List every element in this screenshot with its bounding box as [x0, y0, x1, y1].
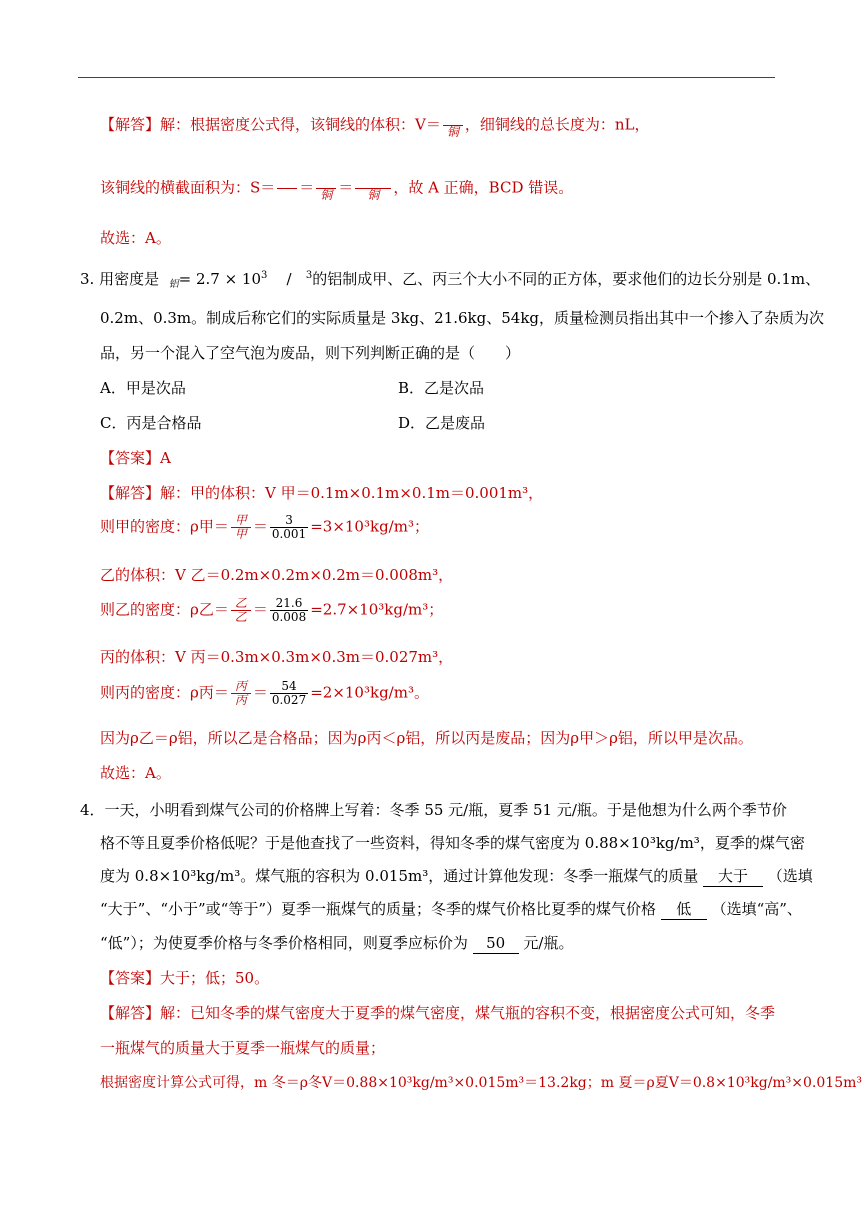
q3-answer: 【答案】A	[100, 449, 171, 467]
q3-solution-line3: 乙的体积：V 乙＝0.2m×0.2m×0.2m＝0.008m³，	[100, 566, 454, 584]
q4-blank2: 低	[661, 899, 707, 920]
q3-solution-line2: 则甲的密度：ρ甲＝ $\frac{\text{甲}}{\text{甲}}$ ＝ $\frac{3}{0.001}$ =3×10³kg/m³；	[100, 513, 429, 541]
q4-stem-line3: 度为 0.8×10³kg/m³。煤气瓶的容积为 0.015m³，通过计算他发现：冬季一瓶煤气的质量 大于 （选填	[100, 867, 813, 885]
q4-stem-line1: 4．一天，小明看到煤气公司的价格牌上写着：冬季 55 元/瓶，夏季 51 元/瓶。于是他想为什么两个季节价	[80, 801, 787, 819]
q3-option-d: D．乙是废品	[398, 414, 486, 432]
q4-stem-line2: 格不等且夏季价格低呢？于是他查找了一些资料，得知冬季的煤气密度为 0.88×10³kg/m³，夏季的煤气密	[100, 834, 805, 852]
q2-solution-line1: 【解答】解：根据密度公式得，该铜线的体积：V＝ 铜 ，细铜线的总长度为：nL，	[100, 112, 649, 139]
q3-stem-line2: 0.2m、0.3m。制成后称它们的实际质量是 3kg、21.6kg、54kg，质量检测员指出其中一个掺入了杂质为次	[100, 309, 825, 327]
q4-answer: 【答案】大于；低；50。	[100, 969, 270, 987]
q4-solution-line2: 一瓶煤气的质量大于夏季一瓶煤气的质量；	[100, 1039, 386, 1057]
q2-choose: 故选：A。	[100, 229, 171, 247]
q3-solution-line7: 因为ρ乙＝ρ铝，所以乙是合格品；因为ρ丙＜ρ铝，所以丙是废品；因为ρ甲＞ρ铝，所以甲是次品。	[100, 729, 753, 747]
q4-stem-line4: “大于”、“小于”或“等于”）夏季一瓶煤气的质量；冬季的煤气价格比夏季的煤气价格 低 （选填“高”、	[100, 900, 802, 918]
q3-stem-line3: 品，另一个混入了空气泡为废品，则下列判断正确的是（ ）	[100, 344, 521, 362]
q3-choose: 故选：A。	[100, 764, 171, 782]
q3-option-a: A．甲是次品	[100, 379, 186, 397]
q4-stem-line5: “低”）；为使夏季价格与冬季价格相同，则夏季应标价为 50 元/瓶。	[100, 934, 574, 952]
q4-solution-line1: 【解答】解：已知冬季的煤气密度大于夏季的煤气密度，煤气瓶的容积不变，根据密度公式可知，冬季	[100, 1004, 776, 1022]
q3-solution-line4: 则乙的密度：ρ乙＝ $\frac{\text{乙}}{\text{乙}}$ ＝ $\frac{21.6}{0.008}$ =2.7×10³kg/m³；	[100, 596, 444, 624]
q3-stem-line1: 3. 用密度是 $_铝= 2.7 \times 10^3$ / $^3$的铝制成甲、乙、丙三个大小不同的正方体，要求他们的边长分别是 0.1m、	[80, 270, 821, 290]
q4-solution-line3: 根据密度计算公式可得，m 冬＝ρ冬V＝0.88×10³kg/m³×0.015m³＝13.2kg；m 夏＝ρ夏V＝0.8×10³kg/m³×0.015m³	[100, 1075, 862, 1091]
q4-blank3: 50	[473, 933, 519, 954]
header-rule	[78, 77, 775, 78]
q2-solution-line2: 该铜线的横截面积为：S＝ ＝ 铜 ＝ 铜 ，故 A 正确，BCD 错误。	[100, 175, 573, 202]
q3-option-c: C．丙是合格品	[100, 414, 202, 432]
q3-solution-line1: 【解答】解：甲的体积：V 甲＝0.1m×0.1m×0.1m＝0.001m³，	[100, 484, 544, 502]
q3-option-b: B．乙是次品	[398, 379, 485, 397]
q4-blank1: 大于	[703, 866, 763, 887]
q3-solution-line5: 丙的体积：V 丙＝0.3m×0.3m×0.3m＝0.027m³，	[100, 648, 454, 666]
q3-solution-line6: 则丙的密度：ρ丙＝ $\frac{\text{丙}}{\text{丙}}$ ＝ $\frac{54}{0.027}$ =2×10³kg/m³。	[100, 679, 429, 707]
